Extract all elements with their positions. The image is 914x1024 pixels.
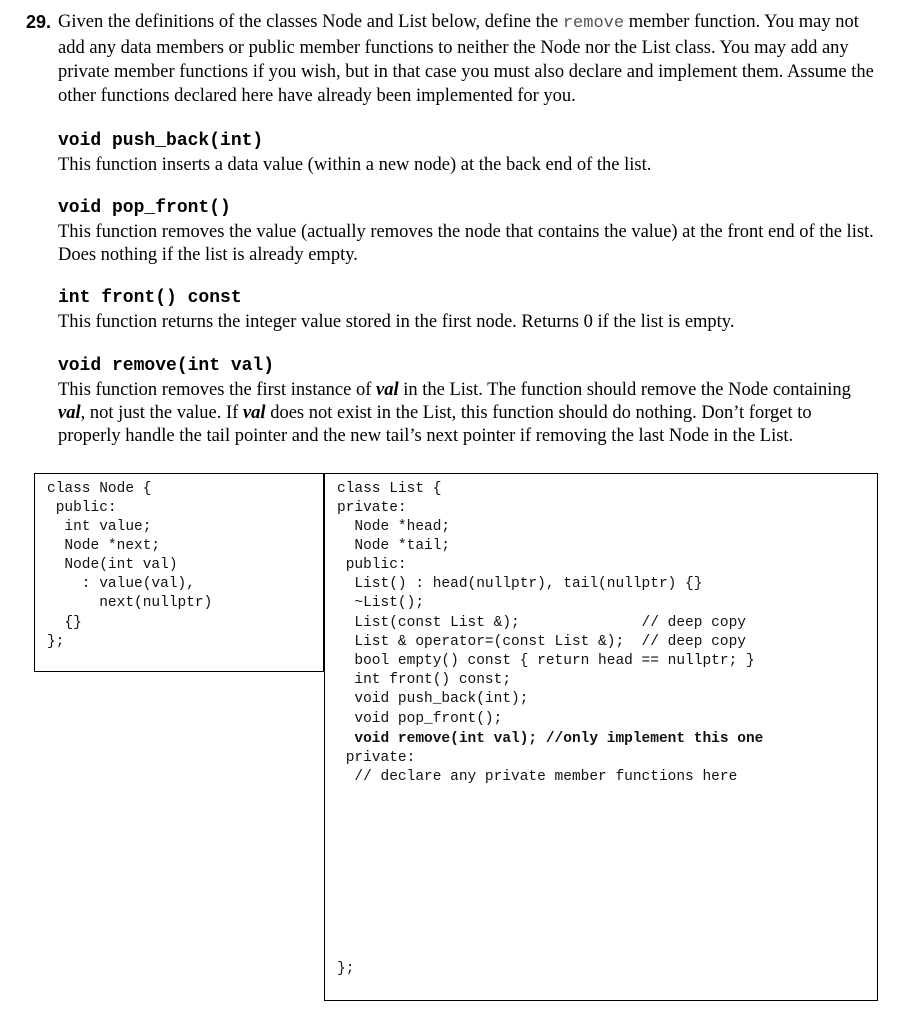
pop-front-description: This function removes the value (actually removes the node that contains the value) at the front end of the list. Does nothing if the list is already empty. [58,222,874,265]
remove-desc-emphasis-3: val [242,403,266,423]
list-code-line: bool empty() const { return head == nullptr; } [337,653,755,669]
node-code-line: }; [47,634,65,650]
node-code-line: Node(int val) [47,557,178,573]
front-signature: int front() const [58,288,242,308]
node-code-line: public: [47,500,117,516]
node-code-line: Node *next; [47,538,161,554]
function-push-back [58,130,878,177]
node-code-line: {} [47,615,82,631]
node-code-line: class Node { [47,481,152,497]
list-code-line: class List { [337,481,442,497]
remove-desc-part-3: , not just the value. If [80,403,243,423]
push-back-signature: void push_back(int) [58,131,264,151]
question-text [58,10,886,108]
list-code-line: Node *tail; [337,538,451,554]
list-code-line: void push_back(int); [337,691,529,707]
list-code-line: public: [337,557,407,573]
list-code-line: Node *head; [337,519,451,535]
remove-desc-emphasis-2: val [58,403,81,423]
question-intro-before: Given the definitions of the classes Node and List below, define the [58,12,563,32]
function-front [58,287,878,334]
list-code-line: private: [337,500,407,516]
list-code-line: int front() const; [337,672,512,688]
front-description: This function returns the integer value stored in the first node. Returns 0 if the list is empty. [58,312,735,332]
remove-desc-part-1: This function removes the first instance of [58,380,377,400]
question-intro-after: member function. You may not add any data members or public member functions to neither the Node nor the List class. You may add any private member functions if you wish, but in that case you must also declare and implement them. Assume the other functions declared here have already been implemented for you. [58,12,874,106]
node-code-line: next(nullptr) [47,595,213,611]
list-code-line: // declare any private member functions here [337,769,738,785]
list-code-line-remove: void remove(int val); //only implement this one [337,731,764,747]
list-code-line: void pop_front(); [337,711,503,727]
question-intro-code: remove [562,14,625,33]
remove-desc-emphasis-1: val [376,380,399,400]
function-remove [58,355,878,448]
list-code-line: List & operator=(const List &); // deep copy [337,634,746,650]
list-code-line: List() : head(nullptr), tail(nullptr) {} [337,576,703,592]
list-code-line: }; [337,961,355,977]
function-pop-front [58,197,878,267]
node-code-line: : value(val), [47,576,195,592]
remove-desc-part-4: does not exist in the List, this function should do nothing. Don’t forget to properly handle the tail pointer and the new tail’s next pointer if removing the last Node in the List. [58,403,812,446]
question-number: 29. [26,12,52,32]
list-code-line: List(const List &); // deep copy [337,615,746,631]
remove-description [58,379,878,448]
pop-front-signature: void pop_front() [58,198,231,218]
remove-desc-part-2: in the List. The function should remove the Node containing [398,380,851,400]
list-code-line: ~List(); [337,595,425,611]
list-class-code-box [324,473,878,1001]
push-back-description: This function inserts a data value (within a new node) at the back end of the list. [58,155,652,175]
list-code-line: private: [337,750,416,766]
node-class-code-box [34,473,324,672]
question-block [26,10,886,108]
node-code-line: int value; [47,519,152,535]
remove-signature: void remove(int val) [58,356,275,376]
